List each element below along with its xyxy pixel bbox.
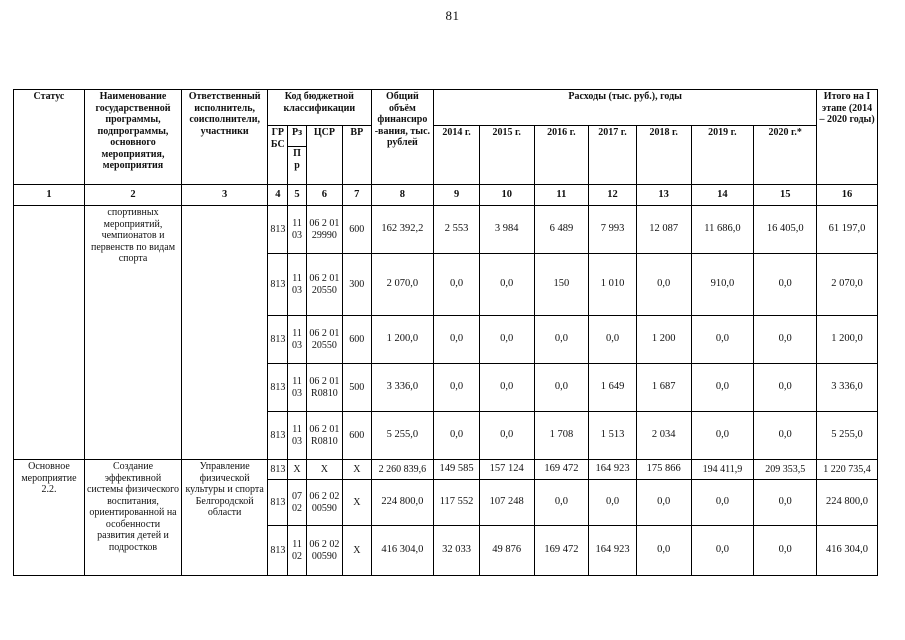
header-year-2020: 2020 г.* xyxy=(754,126,817,185)
cell-stage: 1 220 735,4 xyxy=(817,460,878,480)
cell-y2014: 0,0 xyxy=(434,254,480,316)
cell-vr: 600 xyxy=(343,412,371,460)
cell-rzpr: 11 02 xyxy=(288,526,306,576)
header-executor: Ответственный исполнитель, соисполнители, участники xyxy=(182,90,268,185)
cell-y2016: 1 708 xyxy=(534,412,589,460)
cell-total: 5 255,0 xyxy=(371,412,434,460)
cell-y2014: 117 552 xyxy=(434,480,480,526)
cell-stage: 416 304,0 xyxy=(817,526,878,576)
column-number: 2 xyxy=(84,185,181,206)
cell-csr: 06 2 01 29990 xyxy=(306,206,342,254)
cell-y2019: 194 411,9 xyxy=(691,460,754,480)
cell-y2019: 0,0 xyxy=(691,364,754,412)
cell-y2015: 0,0 xyxy=(479,254,534,316)
column-number: 13 xyxy=(636,185,691,206)
cell-y2014: 0,0 xyxy=(434,364,480,412)
cell-vr: X xyxy=(343,460,371,480)
column-number: 14 xyxy=(691,185,754,206)
cell-y2017: 1 513 xyxy=(589,412,637,460)
cell-csr: 06 2 02 00590 xyxy=(306,526,342,576)
header-pr: Пр xyxy=(288,147,306,185)
cell-y2016: 6 489 xyxy=(534,206,589,254)
cell-y2015: 0,0 xyxy=(479,412,534,460)
cell-total: 224 800,0 xyxy=(371,480,434,526)
executor-cell xyxy=(182,206,268,460)
cell-rzpr: X xyxy=(288,460,306,480)
cell-y2017: 0,0 xyxy=(589,316,637,364)
cell-y2015: 157 124 xyxy=(479,460,534,480)
cell-y2018: 0,0 xyxy=(636,480,691,526)
column-number: 12 xyxy=(589,185,637,206)
column-number: 16 xyxy=(817,185,878,206)
column-number: 8 xyxy=(371,185,434,206)
cell-y2018: 0,0 xyxy=(636,526,691,576)
cell-y2014: 2 553 xyxy=(434,206,480,254)
program-name-cell: спортивных мероприятий, чемпионатов и первенств по видам спорта xyxy=(84,206,181,460)
cell-y2020: 0,0 xyxy=(754,480,817,526)
cell-csr: 06 2 01 20550 xyxy=(306,316,342,364)
cell-vr: 500 xyxy=(343,364,371,412)
column-number: 9 xyxy=(434,185,480,206)
cell-y2014: 0,0 xyxy=(434,316,480,364)
cell-grbs: 813 xyxy=(268,480,288,526)
status-cell: Основное мероприятие 2.2. xyxy=(14,460,85,576)
header-total-volume: Общий объём финансиро -вания, тыс. рублей xyxy=(371,90,434,185)
header-expenses: Расходы (тыс. руб.), годы xyxy=(434,90,817,126)
cell-grbs: 813 xyxy=(268,460,288,480)
column-number: 7 xyxy=(343,185,371,206)
column-number-row xyxy=(14,185,878,206)
cell-stage: 61 197,0 xyxy=(817,206,878,254)
cell-y2015: 49 876 xyxy=(479,526,534,576)
cell-y2020: 209 353,5 xyxy=(754,460,817,480)
cell-rzpr: 11 03 xyxy=(288,412,306,460)
cell-y2020: 0,0 xyxy=(754,364,817,412)
cell-y2015: 0,0 xyxy=(479,316,534,364)
header-year-2015: 2015 г. xyxy=(479,126,534,185)
cell-total: 2 260 839,6 xyxy=(371,460,434,480)
cell-y2019: 0,0 xyxy=(691,480,754,526)
cell-vr: X xyxy=(343,480,371,526)
cell-y2020: 0,0 xyxy=(754,526,817,576)
program-name-cell: Создание эффективной системы физического воспитания, ориентированной на особенности развития детей и подростков xyxy=(84,460,181,576)
cell-y2019: 0,0 xyxy=(691,412,754,460)
cell-y2018: 2 034 xyxy=(636,412,691,460)
cell-grbs: 813 xyxy=(268,412,288,460)
cell-total: 162 392,2 xyxy=(371,206,434,254)
header-vr: ВР xyxy=(343,126,371,185)
cell-grbs: 813 xyxy=(268,526,288,576)
header-year-2014: 2014 г. xyxy=(434,126,480,185)
cell-y2014: 149 585 xyxy=(434,460,480,480)
cell-y2018: 12 087 xyxy=(636,206,691,254)
cell-y2015: 107 248 xyxy=(479,480,534,526)
budget-table xyxy=(13,89,878,576)
cell-grbs: 813 xyxy=(268,316,288,364)
cell-y2020: 0,0 xyxy=(754,316,817,364)
cell-y2020: 0,0 xyxy=(754,254,817,316)
cell-y2015: 0,0 xyxy=(479,364,534,412)
column-number: 6 xyxy=(306,185,342,206)
cell-y2016: 150 xyxy=(534,254,589,316)
header-program-name: Наименование государственной программы, подпрограммы, основного мероприятия, мероприятия xyxy=(84,90,181,185)
column-number: 3 xyxy=(182,185,268,206)
table-row xyxy=(14,206,878,254)
header-grbs: ГР БС xyxy=(268,126,288,185)
cell-y2019: 0,0 xyxy=(691,316,754,364)
cell-y2018: 1 200 xyxy=(636,316,691,364)
cell-y2014: 32 033 xyxy=(434,526,480,576)
header-csr: ЦСР xyxy=(306,126,342,185)
cell-grbs: 813 xyxy=(268,254,288,316)
cell-vr: 300 xyxy=(343,254,371,316)
header-status: Статус xyxy=(14,90,85,185)
header-year-2019: 2019 г. xyxy=(691,126,754,185)
column-number: 5 xyxy=(288,185,306,206)
header-year-2017: 2017 г. xyxy=(589,126,637,185)
cell-y2016: 0,0 xyxy=(534,480,589,526)
cell-vr: X xyxy=(343,526,371,576)
cell-y2019: 0,0 xyxy=(691,526,754,576)
cell-rzpr: 11 03 xyxy=(288,316,306,364)
executor-cell: Управление физической культуры и спорта Белгородской области xyxy=(182,460,268,576)
cell-total: 416 304,0 xyxy=(371,526,434,576)
cell-y2016: 169 472 xyxy=(534,526,589,576)
cell-stage: 2 070,0 xyxy=(817,254,878,316)
cell-y2017: 1 649 xyxy=(589,364,637,412)
column-number: 11 xyxy=(534,185,589,206)
column-number: 4 xyxy=(268,185,288,206)
cell-y2018: 175 866 xyxy=(636,460,691,480)
status-cell xyxy=(14,206,85,460)
cell-rzpr: 11 03 xyxy=(288,206,306,254)
cell-rzpr: 11 03 xyxy=(288,364,306,412)
cell-csr: 06 2 01 20550 xyxy=(306,254,342,316)
cell-y2017: 164 923 xyxy=(589,460,637,480)
cell-csr: 06 2 01 R0810 xyxy=(306,412,342,460)
header-year-2018: 2018 г. xyxy=(636,126,691,185)
cell-y2017: 164 923 xyxy=(589,526,637,576)
cell-y2017: 7 993 xyxy=(589,206,637,254)
cell-stage: 224 800,0 xyxy=(817,480,878,526)
cell-rzpr: 11 03 xyxy=(288,254,306,316)
cell-grbs: 813 xyxy=(268,206,288,254)
header-row-1 xyxy=(14,90,878,126)
cell-rzpr: 07 02 xyxy=(288,480,306,526)
column-number: 1 xyxy=(14,185,85,206)
header-total-stage: Итого на I этапе (2014 – 2020 годы) xyxy=(817,90,878,185)
cell-csr: X xyxy=(306,460,342,480)
cell-y2018: 0,0 xyxy=(636,254,691,316)
cell-stage: 1 200,0 xyxy=(817,316,878,364)
cell-total: 2 070,0 xyxy=(371,254,434,316)
cell-total: 3 336,0 xyxy=(371,364,434,412)
header-budget-code: Код бюджетной классификации xyxy=(268,90,371,126)
cell-y2018: 1 687 xyxy=(636,364,691,412)
cell-y2016: 0,0 xyxy=(534,316,589,364)
cell-y2019: 11 686,0 xyxy=(691,206,754,254)
cell-csr: 06 2 02 00590 xyxy=(306,480,342,526)
cell-stage: 5 255,0 xyxy=(817,412,878,460)
page-number: 81 xyxy=(445,8,460,23)
cell-y2017: 0,0 xyxy=(589,480,637,526)
cell-grbs: 813 xyxy=(268,364,288,412)
cell-vr: 600 xyxy=(343,206,371,254)
cell-y2019: 910,0 xyxy=(691,254,754,316)
table-row xyxy=(14,460,878,480)
cell-y2020: 16 405,0 xyxy=(754,206,817,254)
header-year-2016: 2016 г. xyxy=(534,126,589,185)
column-number: 10 xyxy=(479,185,534,206)
cell-vr: 600 xyxy=(343,316,371,364)
cell-y2016: 169 472 xyxy=(534,460,589,480)
cell-csr: 06 2 01 R0810 xyxy=(306,364,342,412)
column-number: 15 xyxy=(754,185,817,206)
cell-y2020: 0,0 xyxy=(754,412,817,460)
cell-total: 1 200,0 xyxy=(371,316,434,364)
cell-y2015: 3 984 xyxy=(479,206,534,254)
cell-y2016: 0,0 xyxy=(534,364,589,412)
cell-stage: 3 336,0 xyxy=(817,364,878,412)
cell-y2017: 1 010 xyxy=(589,254,637,316)
header-rz: Рз xyxy=(288,126,306,147)
cell-y2014: 0,0 xyxy=(434,412,480,460)
